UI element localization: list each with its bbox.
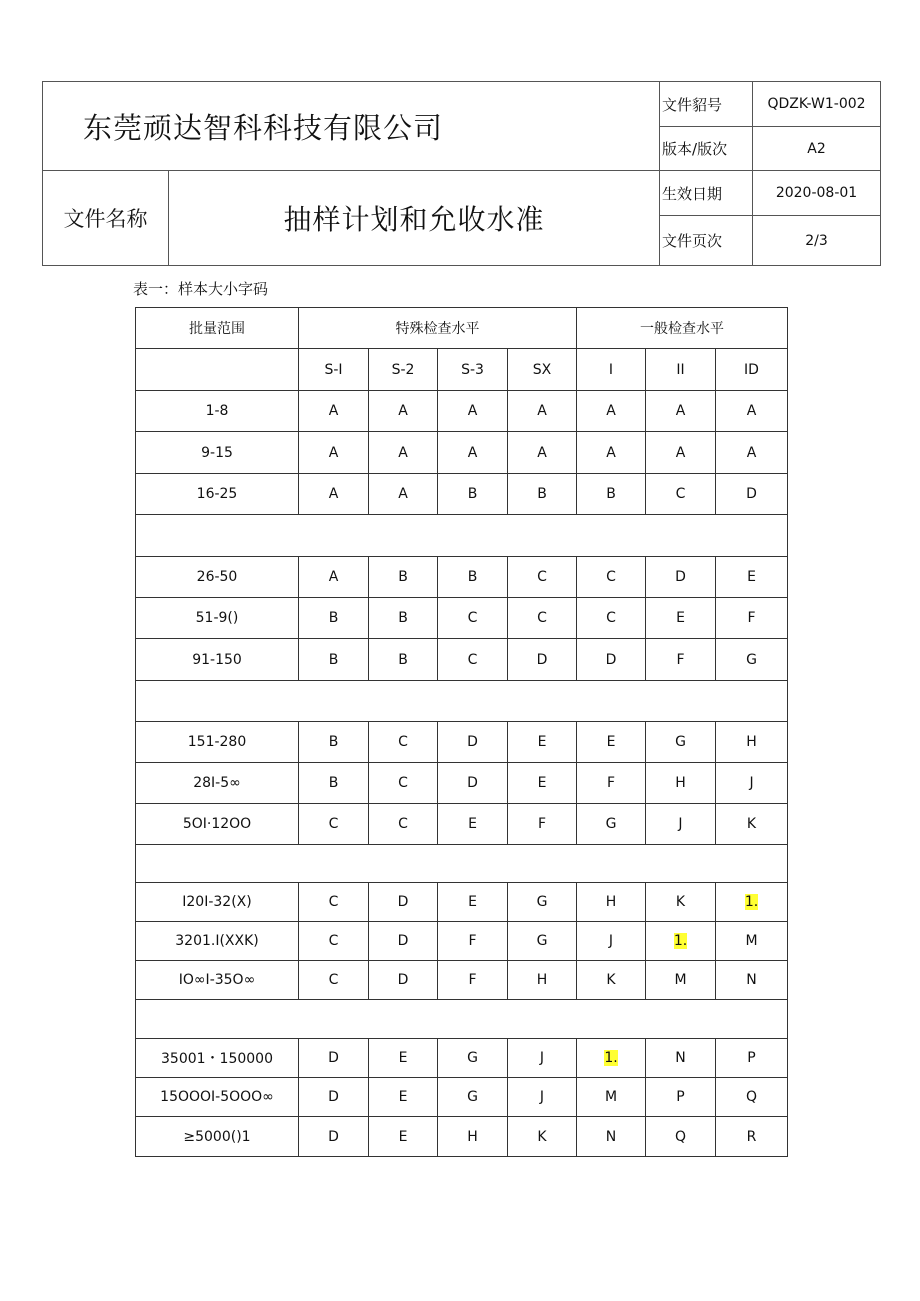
code-letter-cell: [646, 557, 716, 598]
code-letter: B: [328, 651, 339, 668]
code-letter: E: [398, 1050, 408, 1066]
code-letter-cell: [299, 922, 369, 961]
level-i-header: I: [577, 349, 646, 391]
code-letter: G: [605, 816, 617, 832]
code-letter: C: [606, 569, 616, 585]
table-row: [136, 557, 788, 598]
doc-name: 抽样计划和允收水准: [169, 171, 660, 266]
code-letter: J: [678, 816, 683, 832]
code-letter: R: [746, 1128, 757, 1145]
code-letter: D: [536, 651, 548, 668]
blank-separator-row: [136, 1000, 788, 1039]
code-letter-cell: [438, 804, 508, 845]
batch-range-cell: 26-50: [136, 557, 299, 598]
code-letter-cell: [716, 474, 788, 515]
code-letter-cell: [716, 639, 788, 681]
code-letter-cell: [438, 557, 508, 598]
code-letter-cell: [438, 763, 508, 804]
code-letter: J: [608, 933, 614, 949]
code-letter: B: [467, 569, 478, 585]
code-letter: C: [537, 569, 547, 585]
code-letter-cell: [716, 922, 788, 961]
code-letter-cell: [369, 1039, 438, 1078]
blank-separator-row: [136, 515, 788, 557]
code-letter-cell: [577, 1078, 646, 1117]
code-letter-cell: [369, 391, 438, 432]
batch-range-cell: I20I-32(X): [136, 883, 299, 922]
code-letter-cell: [508, 639, 577, 681]
code-letter: H: [675, 775, 686, 791]
code-letter: 1.: [673, 933, 688, 949]
code-letter-cell: [369, 1117, 438, 1157]
code-letter-cell: [577, 1039, 646, 1078]
code-letter-cell: [508, 804, 577, 845]
code-letter-cell: [369, 922, 438, 961]
code-letter: H: [467, 1128, 478, 1145]
general-level-header: 一般检查水平: [577, 308, 788, 349]
code-letter-cell: [646, 961, 716, 1000]
code-letter-cell: [299, 1117, 369, 1157]
code-letter: K: [675, 894, 686, 910]
code-letter-cell: [646, 883, 716, 922]
code-letter: K: [746, 816, 757, 832]
page-count-value: 2/3: [753, 216, 881, 266]
code-letter: C: [675, 486, 686, 502]
code-letter: D: [467, 775, 478, 791]
code-letter-cell: [508, 1078, 577, 1117]
code-letter: D: [746, 486, 757, 502]
code-letter-cell: [299, 432, 369, 474]
code-letter: A: [328, 569, 339, 585]
table-row: [136, 391, 788, 432]
code-letter: C: [467, 610, 478, 626]
code-letter-cell: [577, 391, 646, 432]
code-letter: G: [675, 734, 686, 750]
code-letter-cell: [577, 883, 646, 922]
level-sx-header: SX: [508, 349, 577, 391]
code-letter-cell: [369, 961, 438, 1000]
code-letter-cell: [577, 474, 646, 515]
table-caption: 表一：样本大小字码: [133, 280, 269, 298]
code-letter: Q: [674, 1128, 687, 1145]
level-s2-header: S-2: [369, 349, 438, 391]
code-letter-cell: [716, 1039, 788, 1078]
code-letter: A: [746, 444, 757, 461]
code-letter-cell: [299, 1078, 369, 1117]
code-letter: A: [675, 444, 686, 461]
code-letter: A: [398, 403, 408, 419]
code-letter: H: [746, 734, 757, 750]
code-letter: E: [537, 775, 547, 791]
empty-corner-cell: [136, 349, 299, 391]
code-letter: D: [397, 933, 409, 949]
code-letter: D: [605, 651, 617, 668]
code-letter: F: [468, 972, 477, 988]
code-letter: E: [676, 610, 685, 626]
code-letter: A: [328, 403, 339, 419]
effective-date-value: 2020-08-01: [753, 171, 881, 216]
code-letter-cell: [438, 883, 508, 922]
code-letter-cell: [646, 639, 716, 681]
code-letter: N: [675, 1050, 686, 1066]
code-letter: G: [467, 1089, 478, 1105]
page-count-label: 文件页次: [660, 216, 753, 266]
code-letter-cell: [577, 557, 646, 598]
code-letter-cell: [646, 1039, 716, 1078]
batch-range-cell: 9-15: [136, 432, 299, 474]
code-letter-cell: [299, 804, 369, 845]
code-letter-cell: [508, 1039, 577, 1078]
code-letter-cell: [508, 432, 577, 474]
code-letter-cell: [299, 598, 369, 639]
code-letter: C: [398, 775, 408, 791]
code-letter: F: [676, 651, 685, 668]
batch-range-cell: 35001・150000: [136, 1039, 299, 1078]
table-row: [136, 961, 788, 1000]
code-letter-cell: [438, 1078, 508, 1117]
level-s3-header: S-3: [438, 349, 508, 391]
code-letter-cell: [646, 1078, 716, 1117]
table-row: [136, 598, 788, 639]
code-letter-cell: [369, 804, 438, 845]
batch-range-cell: 151-280: [136, 722, 299, 763]
code-letter-cell: [438, 1117, 508, 1157]
code-letter: C: [537, 610, 547, 626]
code-letter-cell: [299, 557, 369, 598]
code-letter: E: [468, 894, 477, 910]
level-header-row: [136, 349, 788, 391]
code-letter: E: [398, 1128, 408, 1145]
effective-date-label: 生效日期: [660, 171, 753, 216]
batch-range-cell: IO∞I-35O∞: [136, 961, 299, 1000]
blank-cell: [136, 1000, 788, 1039]
table-row: [136, 804, 788, 845]
code-letter: B: [398, 651, 408, 668]
code-letter: A: [537, 444, 547, 461]
code-letter: D: [397, 972, 409, 988]
code-letter-cell: [577, 922, 646, 961]
code-letter: A: [467, 444, 478, 461]
code-letter: P: [747, 1050, 756, 1066]
code-letter-cell: [716, 432, 788, 474]
code-letter-cell: [299, 1039, 369, 1078]
code-letter: A: [606, 403, 616, 419]
code-letter: G: [536, 933, 548, 949]
code-letter: D: [675, 569, 686, 585]
code-letter-cell: [299, 722, 369, 763]
code-letter: A: [537, 403, 547, 419]
code-letter-cell: [369, 639, 438, 681]
batch-range-cell: 16-25: [136, 474, 299, 515]
code-letter-cell: [438, 391, 508, 432]
code-letter-cell: [369, 432, 438, 474]
code-letter: M: [604, 1089, 618, 1105]
blank-cell: [136, 681, 788, 722]
code-letter: G: [536, 894, 548, 910]
code-letter-cell: [577, 598, 646, 639]
code-letter: C: [398, 816, 408, 832]
table-row: [136, 1039, 788, 1078]
code-letter-cell: [508, 961, 577, 1000]
code-letter-cell: [577, 961, 646, 1000]
doc-name-label: 文件名称: [43, 171, 169, 266]
code-letter-cell: [438, 598, 508, 639]
company-name: 东莞顽达智科科技有限公司: [43, 82, 660, 171]
code-letter: A: [398, 444, 408, 461]
code-letter: D: [397, 894, 409, 910]
code-letter: B: [398, 569, 408, 585]
code-letter: E: [398, 1089, 408, 1105]
code-letter-cell: [577, 804, 646, 845]
code-letter: B: [606, 486, 616, 502]
batch-range-cell: 51-9(): [136, 598, 299, 639]
code-letter: C: [328, 816, 339, 832]
code-letter: C: [328, 894, 339, 910]
level-s1-header: S-I: [299, 349, 369, 391]
code-letter-cell: [438, 722, 508, 763]
table-row: [136, 722, 788, 763]
code-letter-cell: [646, 922, 716, 961]
code-letter: A: [398, 486, 408, 502]
code-letter: P: [676, 1089, 685, 1105]
code-letter-cell: [508, 763, 577, 804]
code-letter-cell: [369, 598, 438, 639]
code-letter-cell: [646, 391, 716, 432]
code-letter: A: [606, 444, 616, 461]
code-letter-cell: [716, 1117, 788, 1157]
code-letter-cell: [716, 391, 788, 432]
code-letter: F: [606, 775, 616, 791]
code-letter: A: [328, 444, 339, 461]
batch-range-cell: 15OOOI-5OOO∞: [136, 1078, 299, 1117]
code-letter-cell: [577, 432, 646, 474]
code-letter: N: [746, 972, 757, 988]
code-letter: B: [328, 775, 339, 791]
code-letter-cell: [646, 432, 716, 474]
table-row: [136, 474, 788, 515]
code-letter: B: [398, 610, 408, 626]
code-letter: D: [328, 1089, 339, 1105]
code-letter-cell: [646, 804, 716, 845]
blank-separator-row: [136, 681, 788, 722]
code-letter: A: [328, 486, 339, 502]
code-letter: G: [467, 1050, 478, 1066]
code-letter-cell: [299, 639, 369, 681]
code-letter: Q: [745, 1089, 758, 1105]
table-row: [136, 639, 788, 681]
code-letter: J: [539, 1089, 545, 1105]
code-letter: D: [467, 734, 478, 750]
code-letter: F: [468, 933, 477, 949]
code-letter-cell: [646, 722, 716, 763]
table-row: [136, 883, 788, 922]
code-letter-cell: [369, 474, 438, 515]
code-letter-cell: [716, 557, 788, 598]
code-letter-cell: [646, 598, 716, 639]
code-letter: E: [747, 569, 756, 585]
code-letter-cell: [369, 1078, 438, 1117]
code-letter: M: [745, 933, 758, 949]
code-letter: A: [675, 403, 686, 419]
batch-range-cell: 91-150: [136, 639, 299, 681]
code-letter: K: [606, 972, 616, 988]
blank-cell: [136, 515, 788, 557]
code-letter: B: [328, 734, 339, 750]
batch-range-cell: ≥5000()1: [136, 1117, 299, 1157]
code-letter-cell: [438, 432, 508, 474]
code-letter: D: [328, 1050, 339, 1066]
code-letter-cell: [716, 804, 788, 845]
code-letter: F: [537, 816, 547, 832]
code-letter: E: [468, 816, 477, 832]
code-letter-cell: [646, 1117, 716, 1157]
code-letter-cell: [646, 763, 716, 804]
code-letter: B: [467, 486, 478, 502]
batch-range-header: 批量范围: [136, 308, 299, 349]
code-letter-cell: [299, 474, 369, 515]
code-letter: H: [605, 894, 617, 910]
code-letter: B: [328, 610, 339, 626]
batch-range-cell: 5OI·12OO: [136, 804, 299, 845]
code-letter-cell: [508, 391, 577, 432]
code-letter: B: [537, 486, 547, 502]
code-letter-cell: [508, 883, 577, 922]
sample-table-body: [136, 391, 788, 1157]
version-value: A2: [753, 127, 881, 171]
code-letter: J: [749, 775, 754, 791]
code-letter: E: [537, 734, 547, 750]
code-letter: G: [746, 651, 757, 668]
code-letter-cell: [577, 1117, 646, 1157]
code-letter: A: [467, 403, 478, 419]
code-letter: C: [328, 933, 339, 949]
code-letter-cell: [508, 1117, 577, 1157]
code-letter: E: [606, 734, 616, 750]
code-letter: D: [328, 1128, 339, 1145]
blank-cell: [136, 845, 788, 883]
table-row: [136, 763, 788, 804]
code-letter: C: [467, 651, 478, 668]
table-row: [136, 432, 788, 474]
version-label: 版本/版次: [660, 127, 753, 171]
code-letter-cell: [716, 961, 788, 1000]
code-letter-cell: [577, 763, 646, 804]
code-letter-cell: [369, 722, 438, 763]
code-letter-cell: [438, 474, 508, 515]
code-letter-cell: [716, 763, 788, 804]
table-row: [136, 1078, 788, 1117]
blank-separator-row: [136, 845, 788, 883]
code-letter-cell: [438, 639, 508, 681]
group-header-row: [136, 308, 788, 349]
batch-range-cell: 28I-5∞: [136, 763, 299, 804]
code-letter-cell: [646, 474, 716, 515]
code-letter-cell: [299, 961, 369, 1000]
code-letter-cell: [716, 883, 788, 922]
code-letter-cell: [299, 391, 369, 432]
code-letter-cell: [508, 722, 577, 763]
level-id-header: ID: [716, 349, 788, 391]
code-letter-cell: [716, 598, 788, 639]
code-letter-cell: [369, 557, 438, 598]
code-letter: J: [539, 1050, 545, 1066]
special-level-header: 特殊检查水平: [299, 308, 577, 349]
code-letter: 1.: [604, 1050, 618, 1066]
code-letter-cell: [508, 474, 577, 515]
level-ii-header: II: [646, 349, 716, 391]
code-letter: C: [328, 972, 339, 988]
code-letter-cell: [438, 922, 508, 961]
code-letter-cell: [577, 722, 646, 763]
code-letter: A: [746, 403, 757, 419]
code-letter: K: [537, 1128, 547, 1145]
code-letter-cell: [438, 961, 508, 1000]
code-letter: 1.: [744, 894, 759, 910]
doc-number-label: 文件貂号: [660, 82, 753, 127]
code-letter: H: [536, 972, 548, 988]
code-letter: M: [674, 972, 687, 988]
code-letter-cell: [369, 883, 438, 922]
table-row: [136, 922, 788, 961]
code-letter-cell: [716, 722, 788, 763]
code-letter-cell: [577, 639, 646, 681]
code-letter-cell: [508, 557, 577, 598]
code-letter-cell: [299, 763, 369, 804]
batch-range-cell: 3201.I(XXK): [136, 922, 299, 961]
code-letter: C: [398, 734, 408, 750]
table-row: [136, 1117, 788, 1157]
code-letter-cell: [716, 1078, 788, 1117]
code-letter-cell: [299, 883, 369, 922]
code-letter-cell: [508, 922, 577, 961]
code-letter-cell: [508, 598, 577, 639]
code-letter-cell: [438, 1039, 508, 1078]
code-letter-cell: [369, 763, 438, 804]
sample-size-code-table: [135, 307, 788, 1157]
code-letter: F: [747, 610, 756, 626]
code-letter: N: [605, 1128, 617, 1145]
code-letter: C: [606, 610, 616, 626]
document-header: [42, 81, 881, 266]
doc-number-value: QDZK-W1-002: [753, 82, 881, 127]
batch-range-cell: 1-8: [136, 391, 299, 432]
